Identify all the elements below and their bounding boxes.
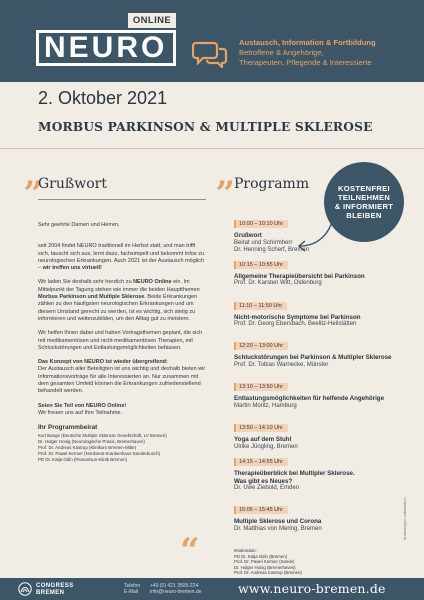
badge-line: BLEIBEN	[346, 211, 382, 221]
brand-line: BREMEN	[36, 589, 65, 596]
session-speaker: Prof. Dr. Georg Ebersbach, Beelitz-Heilstätten	[234, 321, 357, 328]
letter-text: Der Austausch aller Beteiligten ist uns wichtig und deshalb bieten wir Informationsvorträge für alle Interessierten an. Nur zusammen mit dem gesamten Umfeld können die Erkrankungen zufriedenstellend behandelt werden.	[38, 366, 206, 395]
letter-text: ein. Im Mittelpunkt der Tagung stehen wie immer die beiden Hauptthemen	[38, 279, 200, 293]
session-time: 13:50 – 14:10 Uhr	[234, 424, 288, 432]
program-session	[234, 212, 404, 253]
session-time: 14:15 – 14:55 Uhr	[234, 458, 288, 466]
welcome-letter	[38, 222, 206, 417]
grusswort-heading: Grußwort	[38, 176, 107, 192]
quote-close-icon: “	[180, 531, 200, 571]
program-session	[234, 253, 404, 294]
session-speaker: Prof. Dr. Karsten Witt, Oldenburg	[234, 280, 322, 287]
letter-paragraph	[38, 403, 206, 418]
session-speaker: Martin Moritz, Hamburg	[234, 402, 297, 409]
moderation-list	[234, 548, 302, 576]
divider	[0, 148, 424, 149]
footer-brand	[36, 583, 74, 596]
divider	[38, 199, 206, 200]
footer-bar	[0, 578, 424, 600]
letter-emphasis: NEURO Online	[133, 279, 172, 286]
footer-contact	[124, 583, 202, 596]
tagline-line: Betroffene & Angehörige,	[239, 48, 324, 57]
board-member: PD Dr. Katja Odin (Paracelsus-Klinik Bremen)	[38, 456, 128, 462]
session-title: Allgemeine Therapieübersicht bei Parkinson	[234, 272, 365, 280]
session-time: 10:15 – 10:55 Uhr	[234, 261, 288, 269]
letter-text: . Beide Erkrankungen zählen zu den häufigsten neurologischen Erkrankungen und um diesem Umstand gerecht zu werden, ist es wichtig, sich stetig zu informieren und weiterzubilden, um den Alltag gut zu meistern.	[38, 294, 198, 322]
letter-paragraph	[38, 243, 206, 272]
session-time: 13:10 – 13:50 Uhr	[234, 383, 288, 391]
change-note: Änderungen vorbehalten.	[403, 497, 407, 540]
session-speaker: Ulrike Jüngling, Bremen	[234, 443, 298, 450]
moderator: Prof. Dr. Pawel Kermer (Sande)	[234, 559, 295, 565]
program-session	[234, 498, 404, 539]
session-title: Therapieüberblick bei Multipler Sklerose.	[234, 469, 355, 477]
badge-line: & INFORMIERT	[334, 202, 394, 211]
session-title: Yoga auf dem Stuhl	[234, 435, 292, 443]
badge-line: TEILNEHMEN	[337, 192, 391, 202]
quote-open-icon: „	[216, 155, 236, 195]
session-speaker: Dr. Matthias von Mering, Bremen	[234, 525, 322, 532]
email-link[interactable]: info@neuro-bremen.de	[150, 589, 202, 596]
letter-emphasis: Seien Sie Teil von NEURO Online!	[38, 402, 127, 409]
event-date: 2. Oktober 2021	[38, 88, 168, 108]
moderator: Dr. Holger Honig (Bremerhaven)	[234, 564, 296, 570]
moderator: Prof. Dr. Andreas Kastrup (Bremen)	[234, 570, 302, 576]
letter-text: seit 2004 findet NEURO traditionell im Herbst statt, und man trifft sich, tauscht sich aus, lernt dazu, fachsimpelt und bekommt Infos zu neurologischen Erkrankungen. Auch 2021 ist der Austausch möglich –	[38, 243, 205, 272]
session-title: Entlastungsmöglichkeiten für helfende Angehörige	[234, 395, 385, 403]
session-speaker: Dr. Uwe Ziebold, Emden	[234, 485, 300, 492]
board-heading: Ihr Programmbeirat	[38, 424, 98, 432]
board-member: Dr. Holger Honig (Neurologische Praxis, Bremerhaven)	[38, 439, 145, 445]
session-time: 11:10 – 11:50 Uhr	[234, 302, 287, 310]
neuro-logo: NEURO	[36, 30, 176, 66]
session-time: 10:00 – 10:10 Uhr	[234, 220, 288, 228]
brand-line: CONGRESS	[36, 583, 74, 589]
badge-line: KOSTENFREI	[338, 183, 390, 193]
letter-paragraph: Wir helfen Ihnen dabei und haben Vortragsthemen geplant, die sich mit medikamentösen und nicht-medikamentösen Therapien, mit Schluckstörungen und Entlastungsmöglichkeiten befassen.	[38, 330, 203, 351]
speech-bubble-icon	[192, 40, 228, 68]
header-banner	[0, 0, 424, 82]
board-list	[38, 433, 206, 463]
grusswort-section	[38, 176, 206, 463]
board-member: Kurt Bange (Deutsche Multiple Sklerose Gesellschaft, LV Bremen)	[38, 433, 167, 439]
session-title: Schluckstörungen bei Parkinson & Multipler Sklerose	[234, 354, 392, 362]
session-title: Multiple Sklerose und Corona	[234, 517, 322, 525]
phone-label: Telefon	[124, 583, 141, 589]
programm-heading: Programm	[234, 176, 310, 192]
letter-paragraph	[38, 279, 206, 323]
program-session	[234, 294, 404, 335]
quote-open-icon: „	[24, 155, 44, 195]
letter-text: Wir laden Sie deshalb sehr herzlich zu	[38, 279, 132, 286]
online-tab: ONLINE	[128, 13, 176, 28]
program-session	[234, 375, 404, 416]
letter-emphasis: wir treffen uns virtuell!	[42, 265, 102, 272]
session-speaker: Beirat und Schirmherr	[234, 239, 293, 246]
letter-emphasis: Das Konzept von NEURO ist wieder übergreifend:	[38, 359, 168, 366]
session-time: 12:20 – 13:00 Uhr	[234, 342, 288, 350]
session-speaker: Prof. Dr. Tobias Warnecke, Münster	[234, 361, 329, 368]
email-row	[124, 589, 202, 595]
session-title: Was gibt es Neues?	[234, 477, 293, 485]
board-member: Prof. Dr. Andreas Kastrup (Klinikum Bremen-Mitte)	[38, 445, 137, 451]
moderator: PD Dr. Katja Odin (Bremen)	[234, 553, 288, 559]
website-link[interactable]: www.neuro-bremen.de	[238, 581, 386, 596]
tagline-line: Therapeuten, Pflegende & Interessierte	[239, 58, 372, 67]
letter-text: Wir freuen uns auf Ihre Teilnahme.	[38, 409, 122, 416]
session-title: Grußwort	[234, 232, 262, 239]
session-title: Nicht-motorische Symptome bei Parkinson	[234, 313, 361, 321]
header-tagline	[239, 38, 419, 68]
program-session	[234, 450, 404, 498]
letter-emphasis: Morbus Parkinson und Multiple Sklerose	[38, 294, 145, 301]
program-session	[234, 416, 404, 450]
board-member: Prof. Dr. Pawel Kermer (Nordwest-Krankenhaus Sanderbusch)	[38, 450, 161, 456]
moderation-label: Moderation:	[234, 548, 257, 553]
session-time: 15:05 – 15:45 Uhr	[234, 506, 288, 514]
phone-number[interactable]: +49 (0) 421 3505-224	[150, 583, 199, 589]
email-label: E-Mail	[124, 589, 139, 596]
letter-paragraph	[38, 359, 206, 395]
program-session	[234, 334, 404, 375]
letter-salutation: Sehr geehrte Damen und Herren,	[38, 222, 120, 228]
congress-bremen-logo-icon	[18, 582, 32, 596]
tagline-line: Austausch, Information & Fortbildung	[239, 38, 376, 47]
page-title: MORBUS PARKINSON & MULTIPLE SKLEROSE	[38, 120, 373, 134]
program-list	[234, 212, 404, 539]
session-speaker: Dr. Henning Scherf, Bremen	[234, 246, 310, 253]
